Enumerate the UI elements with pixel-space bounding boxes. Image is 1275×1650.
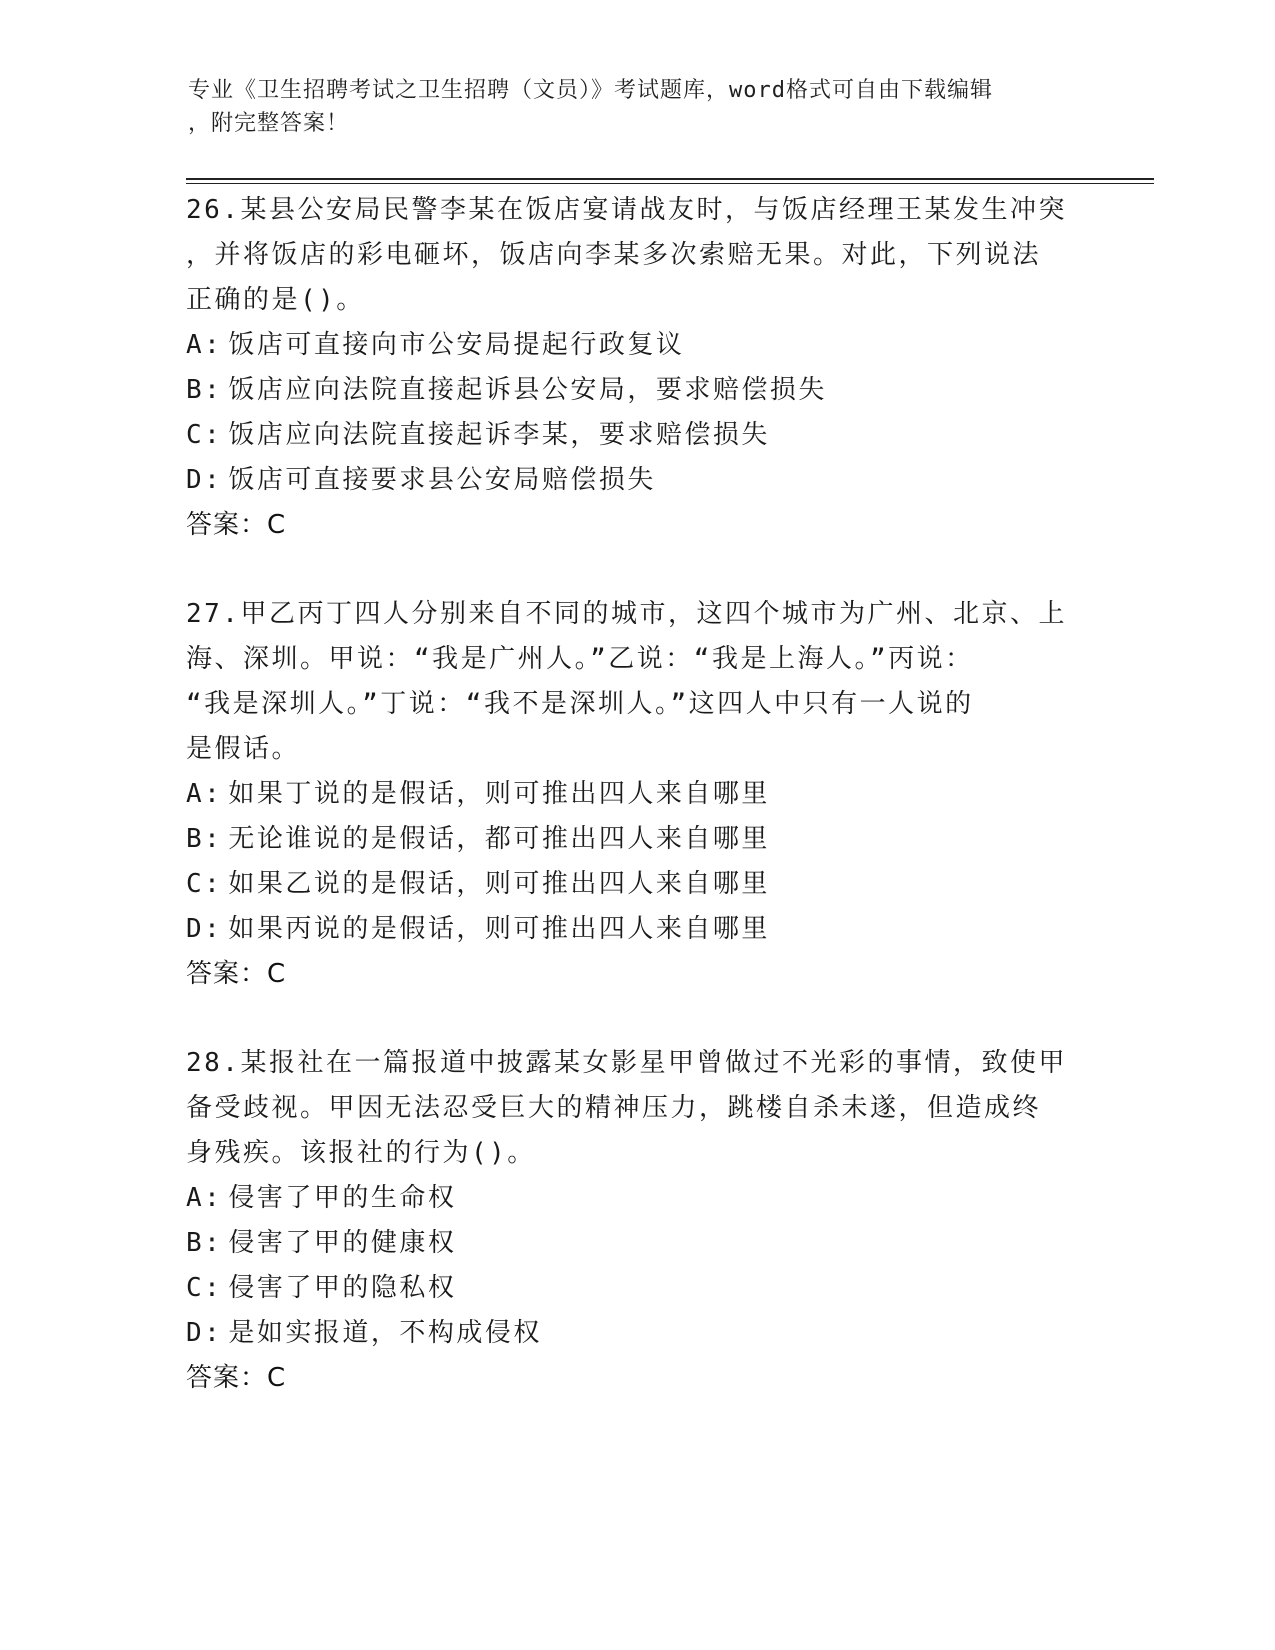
question-stem-line: 26.某县公安局民警李某在饭店宴请战友时，与饭店经理王某发生冲突	[186, 195, 1067, 225]
answer-line: 答案：C	[186, 959, 287, 989]
option-label: A:	[186, 330, 223, 360]
option-label: D:	[186, 465, 223, 495]
question-stem-line: 海、深圳。甲说：“我是广州人。”乙说：“我是上海人。”丙说：	[186, 644, 974, 674]
question-28	[186, 1041, 1086, 1401]
option-text: 饭店应向法院直接起诉李某，要求赔偿损失	[228, 420, 770, 450]
header-divider-thin	[186, 183, 1154, 184]
option-b	[186, 368, 1086, 413]
header-divider-thick	[186, 178, 1154, 180]
question-stem-line: “我是深圳人。”丁说：“我不是深圳人。”这四人中只有一人说的	[186, 689, 974, 719]
question-26	[186, 188, 1086, 548]
option-text: 如果乙说的是假话，则可推出四人来自哪里	[228, 869, 770, 899]
header-line-2: ，附完整答案！	[188, 111, 350, 136]
option-label: A:	[186, 779, 223, 809]
option-text: 饭店可直接要求县公安局赔偿损失	[228, 465, 656, 495]
option-text: 是如实报道，不构成侵权	[228, 1318, 542, 1348]
option-c	[186, 862, 1086, 907]
option-text: 侵害了甲的生命权	[228, 1183, 457, 1213]
question-27	[186, 592, 1086, 997]
option-text: 侵害了甲的隐私权	[228, 1273, 457, 1303]
option-label: C:	[186, 420, 223, 450]
answer-line: 答案：C	[186, 510, 287, 540]
option-c	[186, 1266, 1086, 1311]
answer-line: 答案：C	[186, 1363, 287, 1393]
question-stem-line: 是假话。	[186, 734, 301, 764]
question-stem-line: 28.某报社在一篇报道中披露某女影星甲曾做过不光彩的事情，致使甲	[186, 1048, 1067, 1078]
option-label: B:	[186, 375, 223, 405]
option-b	[186, 817, 1086, 862]
option-text: 侵害了甲的健康权	[228, 1228, 457, 1258]
option-text: 饭店可直接向市公安局提起行政复议	[228, 330, 685, 360]
option-c	[186, 413, 1086, 458]
option-text: 如果丙说的是假话，则可推出四人来自哪里	[228, 914, 770, 944]
option-text: 无论谁说的是假话，都可推出四人来自哪里	[228, 824, 770, 854]
option-d	[186, 458, 1086, 503]
option-label: D:	[186, 914, 223, 944]
option-d	[186, 907, 1086, 952]
question-stem-line: 27.甲乙丙丁四人分别来自不同的城市，这四个城市为广州、北京、上	[186, 599, 1067, 629]
question-stem-line: 身残疾。该报社的行为()。	[186, 1138, 536, 1168]
header-line-1: 专业《卫生招聘考试之卫生招聘（文员）》考试题库，word格式可自由下载编辑	[188, 78, 993, 103]
option-label: A:	[186, 1183, 223, 1213]
option-text: 饭店应向法院直接起诉县公安局，要求赔偿损失	[228, 375, 827, 405]
option-label: C:	[186, 1273, 223, 1303]
option-label: B:	[186, 1228, 223, 1258]
option-a	[186, 323, 1086, 368]
question-list	[186, 188, 1086, 1445]
option-a	[186, 1176, 1086, 1221]
option-a	[186, 772, 1086, 817]
option-label: C:	[186, 869, 223, 899]
document-header	[188, 74, 1088, 140]
option-b	[186, 1221, 1086, 1266]
question-stem-line: 备受歧视。甲因无法忍受巨大的精神压力，跳楼自杀未遂，但造成终	[186, 1093, 1042, 1123]
option-label: D:	[186, 1318, 223, 1348]
question-stem-line: 正确的是()。	[186, 285, 365, 315]
option-label: B:	[186, 824, 223, 854]
question-stem-line: ，并将饭店的彩电砸坏，饭店向李某多次索赔无果。对此，下列说法	[186, 240, 1042, 270]
option-text: 如果丁说的是假话，则可推出四人来自哪里	[228, 779, 770, 809]
option-d	[186, 1311, 1086, 1356]
